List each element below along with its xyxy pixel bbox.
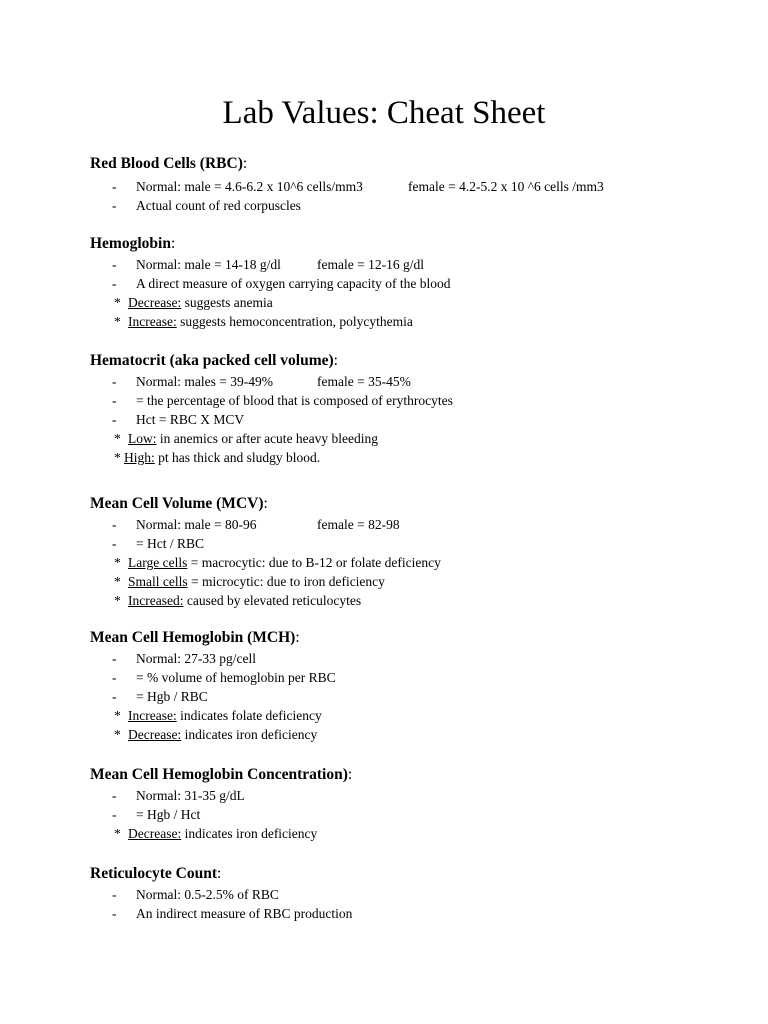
list-item: - Actual count of red corpuscles xyxy=(112,198,301,213)
dash-bullet: - xyxy=(112,257,117,272)
asterisk-bullet: * xyxy=(114,708,121,723)
asterisk-bullet: * xyxy=(114,593,121,608)
list-item: - Normal: males = 39-49% female = 35-45% xyxy=(112,374,411,389)
asterisk-bullet: * xyxy=(114,574,121,589)
asterisk-bullet: * xyxy=(114,826,121,841)
list-item: - Hct = RBC X MCV xyxy=(112,412,245,427)
asterisk-bullet: * xyxy=(114,727,121,742)
list-item: - = Hct / RBC xyxy=(112,536,204,551)
list-item: * Decrease: suggests anemia xyxy=(114,295,273,310)
list-item: - = the percentage of blood that is composed of erythrocytes xyxy=(112,393,453,408)
dash-bullet: - xyxy=(112,374,117,389)
list-item: - = % volume of hemoglobin per RBC xyxy=(112,670,336,685)
asterisk-bullet: * xyxy=(114,555,121,570)
list-item: - Normal: 27-33 pg/cell xyxy=(112,651,256,666)
dash-bullet: - xyxy=(112,179,117,194)
dash-bullet: - xyxy=(112,670,117,685)
dash-bullet: - xyxy=(112,689,117,704)
section-heading: Mean Cell Hemoglobin (MCH): xyxy=(90,629,300,646)
asterisk-bullet: * xyxy=(114,431,121,446)
section-heading: Reticulocyte Count: xyxy=(90,865,222,882)
list-item: * Increase: indicates folate deficiency xyxy=(114,708,322,723)
section-mch xyxy=(90,628,730,744)
section-reticulocyte xyxy=(90,864,730,923)
section-mcv xyxy=(90,494,730,610)
list-item: * Decrease: indicates iron deficiency xyxy=(114,826,318,841)
list-item: * Decrease: indicates iron deficiency xyxy=(114,727,318,742)
dash-bullet: - xyxy=(112,276,117,291)
section-heading: Hematocrit (aka packed cell volume): xyxy=(90,352,338,369)
section-heading: Red Blood Cells (RBC): xyxy=(90,155,248,172)
asterisk-bullet: * xyxy=(114,314,121,329)
dash-bullet: - xyxy=(112,887,117,902)
list-item: - Normal: male = 14-18 g/dl female = 12-16 g/dl xyxy=(112,257,424,272)
dash-bullet: - xyxy=(112,906,117,921)
dash-bullet: - xyxy=(112,412,117,427)
list-item: - = Hgb / RBC xyxy=(112,689,208,704)
dash-bullet: - xyxy=(112,517,117,532)
section-mchc xyxy=(90,765,730,843)
section-hematocrit xyxy=(90,351,730,467)
list-item: - A direct measure of oxygen carrying capacity of the blood xyxy=(112,276,451,291)
list-item: * Low: in anemics or after acute heavy bleeding xyxy=(114,431,379,446)
dash-bullet: - xyxy=(112,651,117,666)
list-item: * Increase: suggests hemoconcentration, polycythemia xyxy=(114,314,413,329)
section-rbc xyxy=(90,154,730,215)
list-item: - Normal: male = 4.6-6.2 x 10^6 cells/mm3 female = 4.2-5.2 x 10 ^6 cells /mm3 xyxy=(112,179,604,194)
asterisk-bullet: * xyxy=(114,295,121,310)
list-item: * Small cells = microcytic: due to iron deficiency xyxy=(114,574,385,589)
asterisk-bullet: * xyxy=(114,450,121,465)
list-item: - Normal: male = 80-96 female = 82-98 xyxy=(112,517,400,532)
section-hemoglobin xyxy=(90,234,730,331)
list-item: * Large cells = macrocytic: due to B-12 or folate deficiency xyxy=(114,555,441,570)
list-item: - = Hgb / Hct xyxy=(112,807,201,822)
list-item: * High: pt has thick and sludgy blood. xyxy=(114,450,321,465)
list-item: - An indirect measure of RBC production xyxy=(112,906,353,921)
list-item: - Normal: 0.5-2.5% of RBC xyxy=(112,887,279,902)
dash-bullet: - xyxy=(112,198,117,213)
section-heading: Hemoglobin: xyxy=(90,235,176,252)
dash-bullet: - xyxy=(112,788,117,803)
section-heading: Mean Cell Volume (MCV): xyxy=(90,495,268,512)
dash-bullet: - xyxy=(112,536,117,551)
list-item: * Increased: caused by elevated reticulocytes xyxy=(114,593,362,608)
page-title: Lab Values: Cheat Sheet xyxy=(222,95,546,131)
dash-bullet: - xyxy=(112,807,117,822)
list-item: - Normal: 31-35 g/dL xyxy=(112,788,245,803)
section-heading: Mean Cell Hemoglobin Concentration): xyxy=(90,766,353,783)
dash-bullet: - xyxy=(112,393,117,408)
